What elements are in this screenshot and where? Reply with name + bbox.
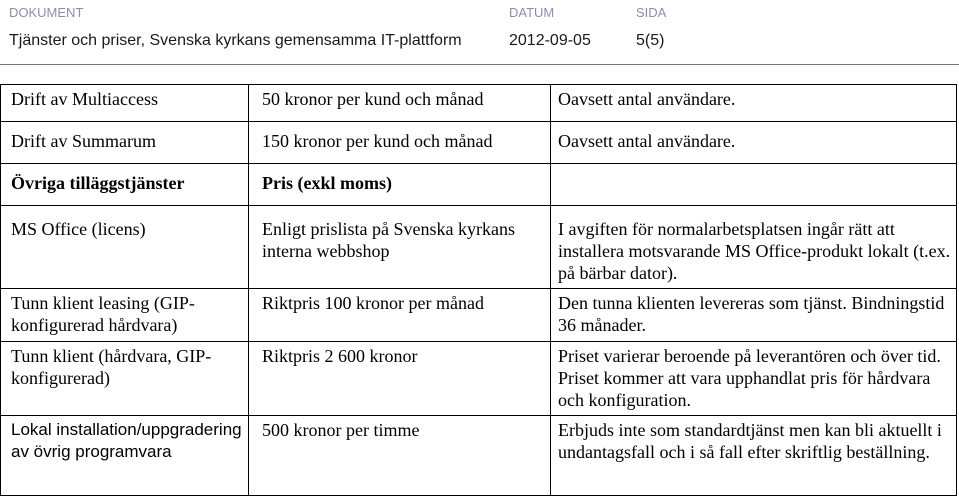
table-row bbox=[1, 289, 957, 342]
note-cell: Oavsett antal användare. bbox=[551, 122, 957, 164]
note-cell: Priset varierar beroende på leverantören och över tid. Priset kommer att vara upphandlat pris för hårdvara och konfiguration. bbox=[551, 342, 957, 416]
page-number: 5(5) bbox=[636, 32, 665, 49]
service-cell: Tunn klient (hårdvara, GIP-konfigurerad) bbox=[1, 342, 249, 416]
section-heading: Övriga tilläggstjänster bbox=[1, 164, 249, 206]
note-cell bbox=[551, 164, 957, 206]
note-cell: Den tunna klienten levereras som tjänst. Bindningstid 36 månader. bbox=[551, 289, 957, 342]
header-divider bbox=[0, 64, 959, 65]
date-value: 2012-09-05 bbox=[509, 32, 591, 49]
service-cell: Drift av Summarum bbox=[1, 122, 249, 164]
table-row bbox=[1, 342, 957, 416]
price-cell: 500 kronor per timme bbox=[249, 416, 551, 496]
price-cell: 150 kronor per kund och månad bbox=[249, 122, 551, 164]
table-row bbox=[1, 416, 957, 496]
table-row bbox=[1, 85, 957, 122]
price-cell: Riktpris 2 600 kronor bbox=[249, 342, 551, 416]
service-cell: Lokal installation/uppgradering av övrig programvara bbox=[1, 416, 249, 496]
service-cell: Tunn klient leasing (GIP-konfigurerad hårdvara) bbox=[1, 289, 249, 342]
document-title: Tjänster och priser, Svenska kyrkans gemensamma IT-plattform bbox=[9, 32, 462, 49]
date-label: DATUM bbox=[509, 5, 555, 20]
document-label: DOKUMENT bbox=[9, 5, 84, 20]
service-cell: Drift av Multiaccess bbox=[1, 85, 249, 122]
note-cell: Erbjuds inte som standardtjänst men kan bli aktuellt i undantagsfall och i så fall efter skriftlig beställning. bbox=[551, 416, 957, 496]
price-cell: Riktpris 100 kronor per månad bbox=[249, 289, 551, 342]
price-cell: Enligt prislista på Svenska kyrkans interna webbshop bbox=[249, 206, 551, 289]
service-cell: MS Office (licens) bbox=[1, 206, 249, 289]
table-row bbox=[1, 122, 957, 164]
price-cell: 50 kronor per kund och månad bbox=[249, 85, 551, 122]
table-row bbox=[1, 206, 957, 289]
page-label: SIDA bbox=[636, 5, 667, 20]
note-cell: I avgiften för normalarbetsplatsen ingår rätt att installera motsvarande MS Office-produkt lokalt (t.ex. på bärbar dator). bbox=[551, 206, 957, 289]
price-heading: Pris (exkl moms) bbox=[249, 164, 551, 206]
price-table bbox=[0, 84, 957, 496]
note-cell: Oavsett antal användare. bbox=[551, 85, 957, 122]
table-header-row bbox=[1, 164, 957, 206]
